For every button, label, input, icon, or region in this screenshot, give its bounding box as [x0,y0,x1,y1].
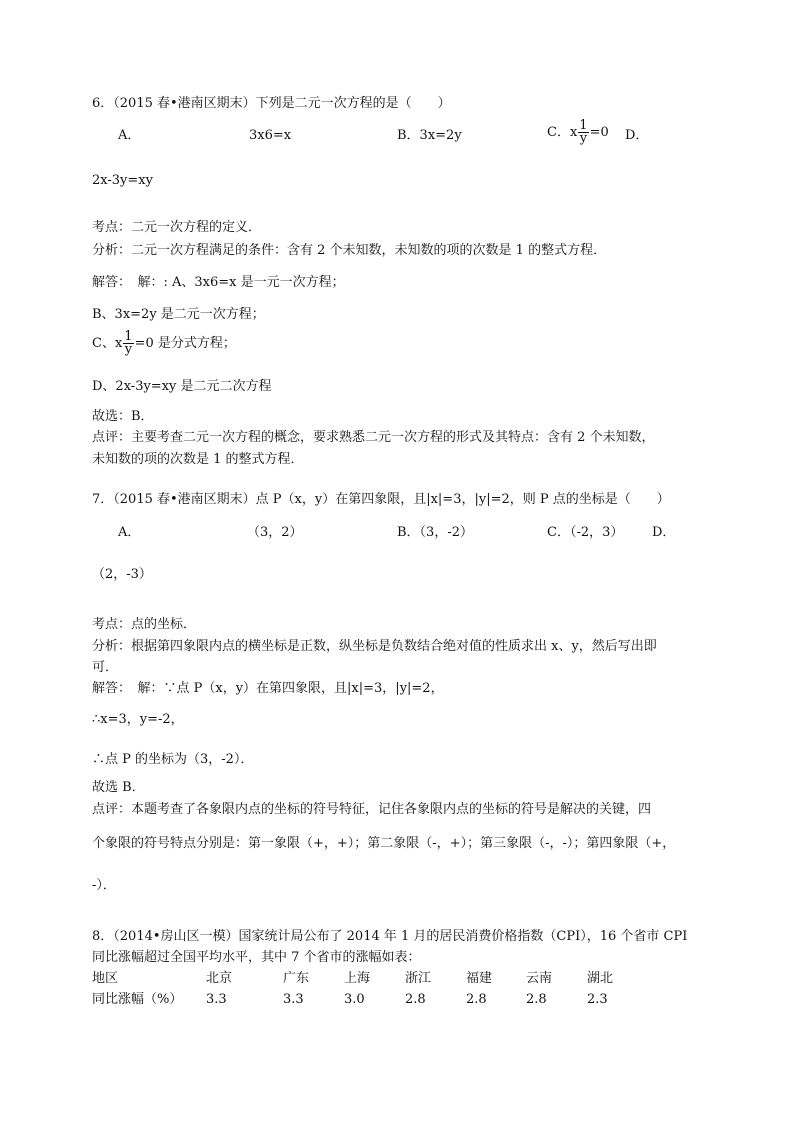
table-cell: 2.8 [526,992,547,1007]
q7-option-a-label: A． [118,525,141,540]
table-header-cell: 上海 [344,971,371,986]
fraction-denominator: y [579,131,588,146]
q6-option-a: 3x6=x [249,128,292,143]
q8-stem-line-1: 8．（2014•房山区一模）国家统计局公布了 2014 年 1 月的居民消费价格指数（CPI），16 个省市 CPI [92,929,688,944]
q7-comment-line-2: 个象限的符号特点分别是：第一象限（+，+）；第二象限（-，+）；第三象限（-，-）；第四象限（+， [92,836,676,851]
q7-fenxi-line-2: 可． [92,660,119,675]
q6-comment-line-2: 未知数的项的次数是 1 的整式方程． [92,452,304,467]
q7-option-b: B．（3，-2） [397,525,473,540]
table-cell: 同比涨幅（%） [92,992,183,1007]
q6-answer: 故选：B． [92,409,154,424]
q7-option-a: （3，2） [247,525,303,540]
q7-answer: 故选 B． [92,780,145,795]
q6-option-b: B．3x=2y [397,128,462,143]
table-header-cell: 浙江 [405,971,432,986]
q6-stem: 6．（2015 春•港南区期末）下列是二元一次方程的是（ ） [92,96,451,111]
q7-option-d-label: D． [652,525,676,540]
q7-comment-line-1: 点评：本题考查了各象限内点的坐标的符号特征，记住各象限内点的坐标的符号是解决的关键，四 [92,802,652,817]
table-header-cell: 福建 [466,971,493,986]
q7-jieda: 解答： 解：∵点 P（x，y）在第四象限，且|x|=3，|y|=2， [92,681,444,696]
table-cell: 2.3 [587,992,608,1007]
table-cell: 3.0 [344,992,365,1007]
q7-stem: 7．（2015 春•港南区期末）点 P（x，y）在第四象限，且|x|=3，|y|=2，则 P 点的坐标是（ ） [92,492,670,507]
q7-fenxi-line-1: 分析：根据第四象限内点的横坐标是正数，纵坐标是负数结合绝对值的性质求出 x、y，然后写出即 [92,639,657,654]
q7-step-1: ∴x=3，y=-2， [92,712,184,727]
q6-comment-line-1: 点评：主要考查二元一次方程的概念，要求熟悉二元一次方程的形式及其特点：含有 2 个未知数， [92,430,655,445]
q8-stem-line-2: 同比涨幅超过全国平均水平，其中 7 个省市的涨幅如表： [92,950,421,965]
q6-option-d-label: D． [625,128,649,143]
q7-kaodian: 考点：点的坐标． [92,617,197,632]
q6-option-c-fraction [578,120,588,145]
q6-step-c-fraction [123,331,133,356]
q6-option-c [547,120,609,145]
q6-step-c [92,331,236,356]
q6-option-d: 2x-3y=xy [92,173,153,188]
table-cell: 2.8 [466,992,487,1007]
q7-step-2: ∴点 P 的坐标为（3，-2）． [92,752,254,767]
q7-option-c: C．（-2，3） [547,525,624,540]
table-header-cell: 北京 [206,971,233,986]
q6-option-c-suffix: =0 [589,124,609,140]
table-header-cell: 湖北 [587,971,614,986]
q7-comment-line-3: -）． [92,878,116,893]
fraction-numerator: 1 [579,118,588,133]
q6-step-c-prefix: C、x [92,335,123,351]
q6-step-c-suffix: =0 是分式方程； [134,335,236,351]
q6-kaodian: 考点：二元一次方程的定义． [92,220,262,235]
table-cell: 2.8 [405,992,426,1007]
table-header-cell: 广东 [283,971,310,986]
table-header-cell: 地区 [92,971,119,986]
q6-option-a-label: A． [118,128,141,143]
fraction-numerator: 1 [124,329,133,344]
table-cell: 3.3 [206,992,227,1007]
q7-option-d: （2，-3） [92,567,152,582]
fraction-denominator: y [124,342,133,357]
table-cell: 3.3 [283,992,304,1007]
q6-option-c-prefix: C．x [547,124,578,140]
q6-fenxi: 分析：二元一次方程满足的条件：含有 2 个未知数，未知数的项的次数是 1 的整式方程． [92,243,607,258]
q6-step-b: B、3x=2y 是二元一次方程； [92,307,265,322]
q6-step-d: D、2x-3y=xy 是二元二次方程 [92,379,272,394]
table-header-cell: 云南 [526,971,553,986]
q6-jieda: 解答： 解：: A、3x6=x 是一元一次方程； [92,275,345,290]
